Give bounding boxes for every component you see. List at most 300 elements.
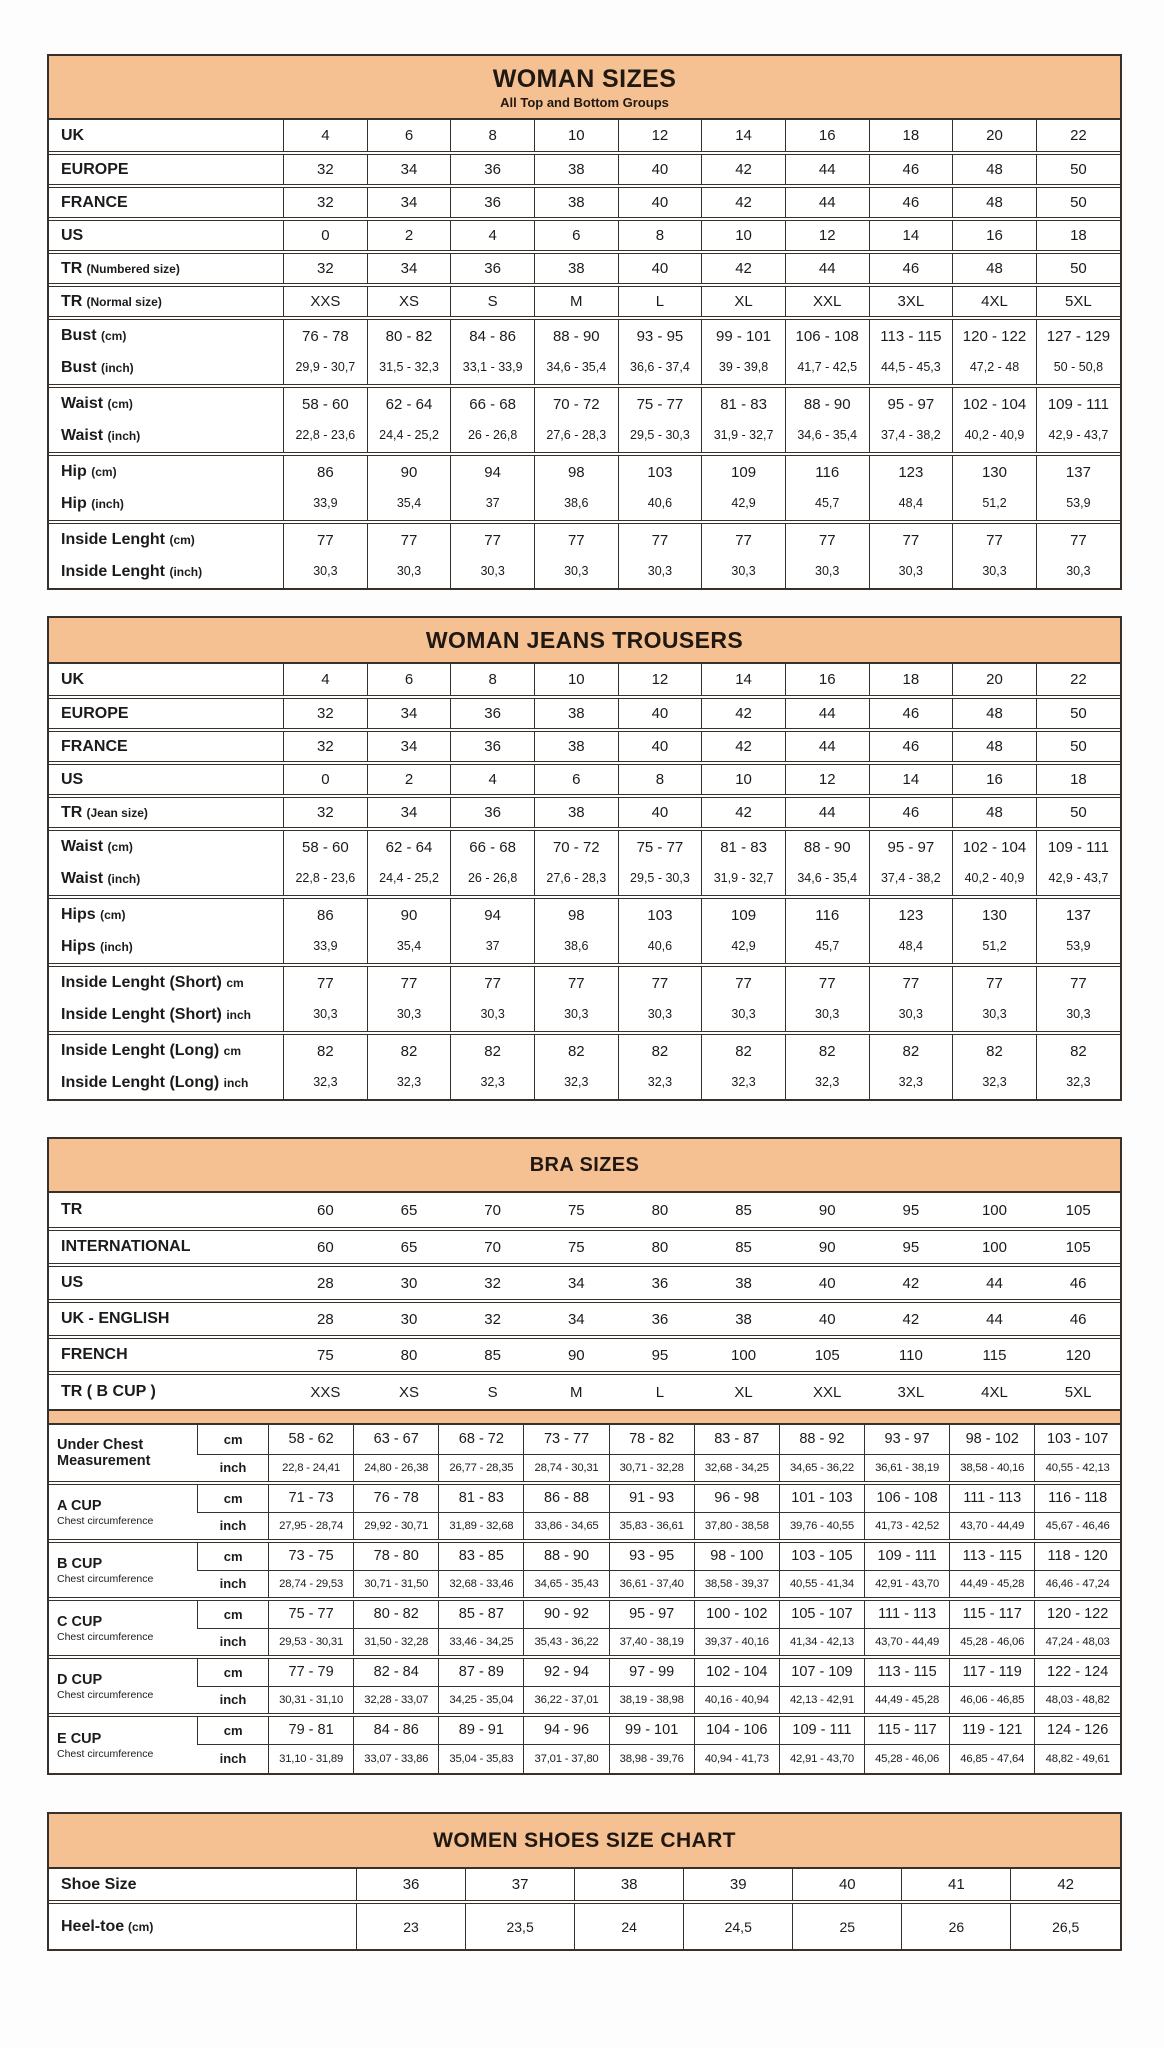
cell: 82 32,3 [785,1033,869,1099]
unit-label: cm [198,1657,269,1686]
cell: 50 [1036,153,1120,186]
cell: 123 48,4 [869,897,953,965]
unit-label: inch [198,1512,269,1541]
cell: 90 - 92 [524,1599,609,1628]
cell: 90 35,4 [367,897,451,965]
cell: 34,25 - 35,04 [439,1686,524,1715]
cell: 20 [953,664,1037,697]
cell: 12 [618,120,702,153]
cell: 86 33,9 [284,454,368,522]
shoes-size-table [47,1812,1122,1951]
cell: 14 [869,763,953,796]
cell: 83 - 85 [439,1541,524,1570]
cell: 40,16 - 40,94 [694,1686,779,1715]
cell: 32,68 - 34,25 [694,1454,779,1483]
cell: 10 [534,120,618,153]
cell: 106 - 108 41,7 - 42,5 [785,318,869,386]
cell: 137 53,9 [1036,897,1120,965]
cell: 6 [367,664,451,697]
cell: 20 [953,120,1037,153]
cell: 88 - 92 [779,1425,864,1454]
cell: 40 [618,796,702,829]
cell: 95 - 97 37,4 - 38,2 [869,829,953,897]
cell: 32 [284,153,368,186]
cell: 14 [702,120,786,153]
unit-label: inch [198,1570,269,1599]
cell: 105 - 107 [779,1599,864,1628]
cell: 111 - 113 [950,1483,1035,1512]
woman-sizes-table [47,54,1122,590]
cell: 124 - 126 [1035,1715,1120,1744]
cell: 46,85 - 47,64 [950,1744,1035,1773]
cell: 47,24 - 48,03 [1035,1628,1120,1657]
cell: 85 [451,1337,535,1373]
row-label: Waist (cm) Waist (inch) [49,829,284,897]
cell: 38,98 - 39,76 [609,1744,694,1773]
row-label: Inside Lenght (Short) cm Inside Lenght (Short) inch [49,965,284,1033]
row-label: US [49,1265,284,1301]
bra-cup-measurements-grid [49,1425,1120,1773]
table-row [49,829,1120,897]
cell: 77 30,3 [953,965,1037,1033]
cell: 48 [953,186,1037,219]
cell: 105 [1036,1229,1120,1265]
cell: 115 [953,1337,1037,1373]
cell: 70 [484,1201,501,1219]
cell: 50 [1036,730,1120,763]
cell: 38,58 - 39,37 [694,1570,779,1599]
cell: 109 42,9 [702,454,786,522]
cup-row-cm [49,1599,1120,1628]
cell: 84 - 86 [354,1715,439,1744]
unit-label: inch [198,1628,269,1657]
cell: 24,80 - 26,38 [354,1454,439,1483]
cell: 85 [735,1201,752,1219]
cell: 38 [534,252,618,285]
cell: 77 30,3 [451,965,535,1033]
cell: 38 [575,1869,684,1902]
cell: 93 - 97 [865,1425,950,1454]
row-label: EUROPE [49,697,284,730]
cell: 42 [1011,1869,1120,1902]
jeans-grid [49,664,1120,1099]
cell: 18 [869,664,953,697]
cell: 40,55 - 42,13 [1035,1454,1120,1483]
cell: 22 [1036,664,1120,697]
cell: 27,95 - 28,74 [269,1512,354,1541]
cell: 75 - 77 29,5 - 30,3 [618,829,702,897]
cell: 77 30,3 [618,965,702,1033]
cell: 4 [284,120,368,153]
cell: 120 - 122 [1035,1599,1120,1628]
cell: 98 38,6 [534,454,618,522]
cell: 22 [1036,120,1120,153]
cell: 90 [785,1229,869,1265]
cell: 36 [618,1301,702,1337]
cell: 110 [869,1337,953,1373]
cell: 97 - 99 [609,1657,694,1686]
cell: 42 [869,1265,953,1301]
cell: 85 - 87 [439,1599,524,1628]
cell: 78 - 82 [609,1425,694,1454]
cell: 78 - 80 [354,1541,439,1570]
cell: 3XL [869,1373,953,1409]
row-label: EUROPE [49,153,284,186]
bra-header [49,1139,1120,1193]
cell: 40 [785,1265,869,1301]
jeans-title: WOMAN JEANS TROUSERS [425,627,744,653]
table-row [49,1337,1120,1373]
cell: 98 - 102 [950,1425,1035,1454]
cell: 44 [785,252,869,285]
cell: 70 [451,1229,535,1265]
table-row [49,897,1120,965]
cell: 36 [451,153,535,186]
cell: 30 [367,1301,451,1337]
cell: 35,43 - 36,22 [524,1628,609,1657]
cell: 39,76 - 40,55 [779,1512,864,1541]
cell: 75 [284,1337,368,1373]
cell: 103 40,6 [618,454,702,522]
cell: 62 - 64 24,4 - 25,2 [367,386,451,454]
cell: 48,82 - 49,61 [1035,1744,1120,1773]
cell: 71 - 73 [269,1483,354,1512]
row-label: US [49,219,284,252]
cell: 89 - 91 [439,1715,524,1744]
row-label: INTERNATIONAL [49,1229,284,1265]
cell: 36 [618,1265,702,1301]
cell: 81 - 83 31,9 - 32,7 [702,386,786,454]
cell: 4 [451,219,535,252]
cell: 40 [618,252,702,285]
cell: 40,55 - 41,34 [779,1570,864,1599]
row-label: UK [61,126,85,144]
cell: 42 [702,796,786,829]
cell: 8 [618,219,702,252]
cell: 36,61 - 37,40 [609,1570,694,1599]
cup-label: B CUP Chest circumference [49,1541,198,1599]
cell: 36 [451,697,535,730]
cell: 34 [534,1301,618,1337]
cell: 73 - 75 [269,1541,354,1570]
cell: XS [367,285,451,318]
cell: 88 - 90 [524,1541,609,1570]
cell: 116 45,7 [785,454,869,522]
cell: 36,22 - 37,01 [524,1686,609,1715]
cell: 14 [702,664,786,697]
cell: 77 30,3 [869,965,953,1033]
cell: 6 [534,219,618,252]
cell: 35,04 - 35,83 [439,1744,524,1773]
cell: 10 [702,763,786,796]
cell: 48 [953,796,1037,829]
cell: 70 - 72 27,6 - 28,3 [534,386,618,454]
cell: 81 - 83 31,9 - 32,7 [702,829,786,897]
cell: 5XL [1036,1373,1120,1409]
cell: 45,67 - 46,46 [1035,1512,1120,1541]
cell: 2 [367,763,451,796]
unit-label: cm [198,1483,269,1512]
table-row [49,318,1120,386]
cell: 29,92 - 30,71 [354,1512,439,1541]
cell: 43,70 - 44,49 [950,1512,1035,1541]
cell: 127 - 129 50 - 50,8 [1036,318,1120,386]
cell: 116 45,7 [785,897,869,965]
cell: S [451,285,535,318]
cell: 77 - 79 [269,1657,354,1686]
cell: 85 [702,1229,786,1265]
woman-sizes-subtitle: All Top and Bottom Groups [500,95,669,110]
cell: 95 [869,1229,953,1265]
cell: 90 35,4 [367,454,451,522]
cup-label: C CUP Chest circumference [49,1599,198,1657]
cell: 0 [284,763,368,796]
table-row [49,153,1120,186]
table-row [49,285,1120,318]
cell: 91 - 93 [609,1483,694,1512]
cell: 92 - 94 [524,1657,609,1686]
cell: 30,31 - 31,10 [269,1686,354,1715]
cell: 4 [451,763,535,796]
cell: 44 [785,186,869,219]
cell: 100 [702,1337,786,1373]
cell: 65 [400,1201,418,1219]
cell: 66 - 68 26 - 26,8 [451,386,535,454]
cell: 42 [702,153,786,186]
cell: 90 [534,1337,618,1373]
cell: 65 [367,1229,451,1265]
cell: 4XL [953,1373,1037,1409]
cell: S [451,1373,535,1409]
row-label: UK - ENGLISH [49,1301,284,1337]
unit-label: inch [198,1454,269,1483]
cell: 46 [1036,1265,1120,1301]
cell: 16 [785,664,869,697]
cup-row-inch [49,1628,1120,1657]
cell: 117 - 119 [950,1657,1035,1686]
cell: 102 - 104 [694,1657,779,1686]
bra-sizes-table [47,1137,1122,1775]
cell: 14 [869,219,953,252]
cell: 80 - 82 31,5 - 32,3 [367,318,451,386]
cup-label: D CUP Chest circumference [49,1657,198,1715]
cell: 35,83 - 36,61 [609,1512,694,1541]
cell: 80 - 82 [354,1599,439,1628]
cell: 58 - 60 22,8 - 23,6 [284,386,368,454]
table-row [49,1373,1120,1409]
cell: 16 [785,120,869,153]
cell: 137 53,9 [1036,454,1120,522]
cell: 36,61 - 38,19 [865,1454,950,1483]
cell: 80 [618,1229,702,1265]
cell: 32 [284,697,368,730]
unit-label: cm [198,1425,269,1454]
cup-label: A CUP Chest circumference [49,1483,198,1541]
cell: 36 [451,252,535,285]
cup-row-cm [49,1657,1120,1686]
cell: 36 [357,1869,466,1902]
bra-size-systems-grid [49,1193,1120,1409]
table-row [49,763,1120,796]
table-row [49,697,1120,730]
cell: 120 - 122 47,2 - 48 [953,318,1037,386]
cell: 10 [702,219,786,252]
cell: 42,91 - 43,70 [865,1570,950,1599]
cell: 42 [702,730,786,763]
cell: 82 32,3 [284,1033,368,1099]
table-row [49,386,1120,454]
cell: 36 [451,730,535,763]
cell: 107 - 109 [779,1657,864,1686]
cell: 106 - 108 [865,1483,950,1512]
cell: 46 [869,153,953,186]
table-row [49,1902,1120,1949]
cell: 38 [534,730,618,763]
cell: 6 [534,763,618,796]
cell: 34,65 - 36,22 [779,1454,864,1483]
cell: 44 [785,796,869,829]
cell: 77 30,3 [451,522,535,588]
cell: 95 [902,1201,920,1219]
cell: 103 - 105 [779,1541,864,1570]
cell: 62 - 64 24,4 - 25,2 [367,829,451,897]
cell: 33,86 - 34,65 [524,1512,609,1541]
cell: 75 - 77 29,5 - 30,3 [618,386,702,454]
cell: 38,58 - 40,16 [950,1454,1035,1483]
cell: 82 32,3 [534,1033,618,1099]
cell: 37,40 - 38,19 [609,1628,694,1657]
cell: 87 - 89 [439,1657,524,1686]
cell: 31,89 - 32,68 [439,1512,524,1541]
cell: 26,5 [1011,1902,1120,1949]
cell: 77 30,3 [953,522,1037,588]
cell: 32 [451,1301,535,1337]
row-label: TR (Numbered size) [49,252,284,285]
cell: 26,77 - 28,35 [439,1454,524,1483]
cell: 46 [869,730,953,763]
row-label: TR (Normal size) [49,285,284,318]
cell: 32 [284,730,368,763]
cell: 30 [367,1265,451,1301]
cell: 30,71 - 32,28 [609,1454,694,1483]
cell: 113 - 115 44,5 - 45,3 [869,318,953,386]
cell: 48 [953,730,1037,763]
cell: 88 - 90 34,6 - 35,4 [785,829,869,897]
cell: XXS [284,285,368,318]
cell: 58 - 62 [269,1425,354,1454]
table-row [49,1869,1120,1902]
cell: 77 30,3 [785,965,869,1033]
cell: 70 - 72 27,6 - 28,3 [534,829,618,897]
cell: 45,28 - 46,06 [950,1628,1035,1657]
table-row [49,219,1120,252]
cell: 76 - 78 29,9 - 30,7 [284,318,368,386]
cell: 34 [367,153,451,186]
cell: 12 [785,219,869,252]
cell: 8 [451,664,535,697]
row-label: Bust (cm) Bust (inch) [49,318,284,386]
row-label: Inside Lenght (Long) cm Inside Lenght (Long) inch [49,1033,284,1099]
cell: 104 - 106 [694,1715,779,1744]
cell: 100 [953,1229,1037,1265]
cup-row-cm [49,1425,1120,1454]
cell: XXS [284,1373,368,1409]
cell: 42,13 - 42,91 [779,1686,864,1715]
cell: 10 [534,664,618,697]
cell: 40 [618,730,702,763]
cell: 8 [618,763,702,796]
cell: 130 51,2 [953,897,1037,965]
cell: L [618,285,702,318]
cup-row-cm [49,1541,1120,1570]
cell: 38 [534,153,618,186]
cell: 37,80 - 38,58 [694,1512,779,1541]
shoes-title: WOMEN SHOES SIZE CHART [433,1829,736,1852]
cell: 34 [367,796,451,829]
cell: 32,28 - 33,07 [354,1686,439,1715]
cell: 50 [1036,186,1120,219]
cell: 82 32,3 [1036,1033,1120,1099]
table-row [49,1033,1120,1099]
cell: 109 - 111 [779,1715,864,1744]
cell: 60 [317,1201,334,1219]
cell: 77 30,3 [618,522,702,588]
row-label: FRANCE [49,186,284,219]
cell: 25 [793,1902,902,1949]
unit-label: inch [198,1744,269,1773]
cell: 77 30,3 [702,522,786,588]
woman-sizes-title: WOMAN SIZES [492,65,677,93]
cell: 33,46 - 34,25 [439,1628,524,1657]
cell: 88 - 90 34,6 - 35,4 [534,318,618,386]
cell: 3XL [869,285,953,318]
cell: 109 - 111 42,9 - 43,7 [1036,829,1120,897]
table-row [49,522,1120,588]
cell: 66 - 68 26 - 26,8 [451,829,535,897]
cell: 116 - 118 [1035,1483,1120,1512]
table-row [49,186,1120,219]
cell: 82 - 84 [354,1657,439,1686]
cell: 28 [284,1301,368,1337]
cell: 90 [818,1201,836,1219]
cell: 4 [284,664,368,697]
cell: 40 [785,1301,869,1337]
cell: 94 37 [451,454,535,522]
cell: 22,8 - 24,41 [269,1454,354,1483]
cup-row-inch [49,1570,1120,1599]
cell: 28 [284,1265,368,1301]
cup-row-inch [49,1744,1120,1773]
jeans-header [49,618,1120,664]
cell: 8 [451,120,535,153]
cell: 95 [618,1337,702,1373]
row-label: FRANCE [49,730,284,763]
cell: 40 [618,186,702,219]
cell: 12 [785,763,869,796]
cell: 75 [534,1229,618,1265]
cell: 103 - 107 [1035,1425,1120,1454]
cell: 94 37 [451,897,535,965]
cell: 38 [534,796,618,829]
row-label: Hip (cm) Hip (inch) [49,454,284,522]
cell: 38 [534,186,618,219]
cell: 75 - 77 [269,1599,354,1628]
cell: 28,74 - 29,53 [269,1570,354,1599]
unit-label: cm [198,1599,269,1628]
cell: 31,10 - 31,89 [269,1744,354,1773]
cell: 37,01 - 37,80 [524,1744,609,1773]
cell: 82 32,3 [702,1033,786,1099]
